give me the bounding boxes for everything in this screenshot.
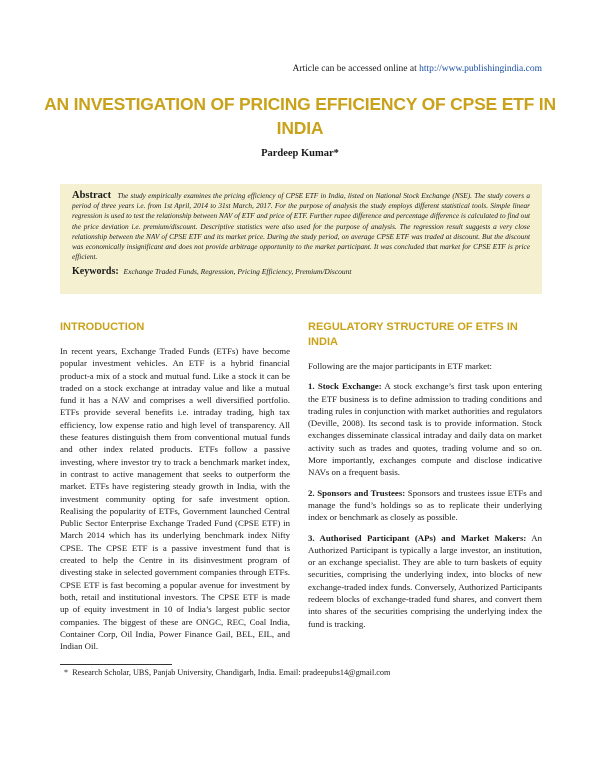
introduction-text: In recent years, Exchange Traded Funds (ETFs) have become popular investment vehicles. An ETF is a hybrid financial product-a mix of a stock and mutual fund. Like a stock it can be traded on a stock exchange at intraday value and like a mutual fund it has a NAV and comprises a well diversified portfolio. ETFs provide several benefits i.e. intraday trading, high tax efficiency, low expense ratio and high level of transparency. All these features distinguish them from conventional mutual funds and other index related products. ETFs follow a passive investing, where investor try to track a benchmark market index, in contrast to active management that seeks to outperform the market. ETFs have registering steady growth in India, with the investment community opting for safe investment option. Realising the popularity of ETFs, Government launched Central Public Sector Enterprise Exchange Traded Fund (CPSE ETF) in March 2014 which has its underlying benchmark index Nifty CPSE. The CPSE ETF is a passive investment fund that is created to help the Centre in its disinvestment program of divesting stake in selected government companies through ETFs. CPSE ETF is fast becoming a popular avenue for investment by both, retail and institutional investors. The CPSE ETF is made up of equity investment in 10 of India’s largest public sector companies. The biggest of these are ONGC, REC, Coal India, Container Corp, Oil India, Power Finance Gail, BEL, EIL, and Indian Oil. [60,346,290,652]
regulatory-item-text: Sponsors and trustees issue ETFs and manage the fund’s holdings so as to replicate their underlying index or benchmark as closely as possible. [308,487,542,523]
regulatory-item [308,532,542,630]
left-column [60,320,290,652]
paper-title: AN INVESTIGATION OF PRICING EFFICIENCY OF CPSE ETF IN INDIA [44,94,556,138]
footnote: * Research Scholar, UBS, Panjab University, Chandigarh, India. Email: pradeepubs14@gmail.com [64,668,391,677]
abstract-box [60,184,542,294]
access-text: Article can be accessed online at [292,64,417,74]
regulatory-intro: Following are the major participants in ETF market: [308,361,492,371]
regulatory-item-title: 3. Authorised Participant (APs) and Market Makers: [308,532,527,543]
keywords-text: Exchange Traded Funds, Regression, Pricing Efficiency, Premium/Discount [123,267,352,277]
abstract-label: Abstract [72,190,112,201]
regulatory-item-text: An Authorized Participant is typically a large investor, an institution, or an exchange specialist. They are able to turn baskets of equity securities, comprising the underlying index, into blocks of new exchange-traded index funds. Conversely, Authorized Participants redeem blocks of exchange-traded fund shares, and convert them into shares of the securities comprising the underlying index the fund is tracking. [308,532,542,629]
author-name: Pardeep Kumar* [261,148,339,159]
regulatory-item [308,487,542,524]
regulatory-item-title: 1. Stock Exchange: [308,381,382,392]
regulatory-item-text: A stock exchange’s first task upon entering the ETF business is to define admission to trading conditions and trading rules in conjunction with market authorities and regulators (Deville, 2008). Its second task is to provide information. Stock exchanges disseminate classical intraday and daily data on market activity such as trades and quotes, trading volume and so on. More importantly, exchanges compute and disclose indicative NAVs on a frequent basis. [308,381,543,478]
keywords-line [72,266,530,277]
abstract-text: The study empirically examines the pricing efficiency of CPSE ETF in India, listed on National Stock Exchange (NSE). The study covers a period of three years i.e. from 1st April, 2014 to 31st March, 2017. For the purpose of analysis the study employs different statistical tools. Simple linear regression is used to test the relationship between NAV of ETF and price of ETF. Further rupee difference and percentage difference is calculated to find out the price deviation i.e. premium/discount. Descriptive statistics were also used for the purpose of analysis. The regression result suggests a very close relationship between the NAV of CPSE ETF and its market price. During the study period, on average CPSE ETF was traded at discount. But the discount was economically insignificant and does not provide arbitrage opportunity to the market participant. It was concluded that market for CPSE ETF is price efficient. [72,191,530,262]
regulatory-item-title: 2. Sponsors and Trustees: [308,487,406,498]
regulatory-item [308,380,542,478]
access-line [293,64,543,74]
introduction-heading: INTRODUCTION [60,321,145,333]
abstract-paragraph [72,191,530,262]
publisher-link[interactable]: http://www.publishingindia.com [419,64,542,74]
regulatory-heading: REGULATORY STRUCTURE OF ETFS IN INDIA [308,321,518,348]
footnote-divider [60,664,172,665]
keywords-label: Keywords: [72,266,119,278]
right-column [308,320,542,638]
